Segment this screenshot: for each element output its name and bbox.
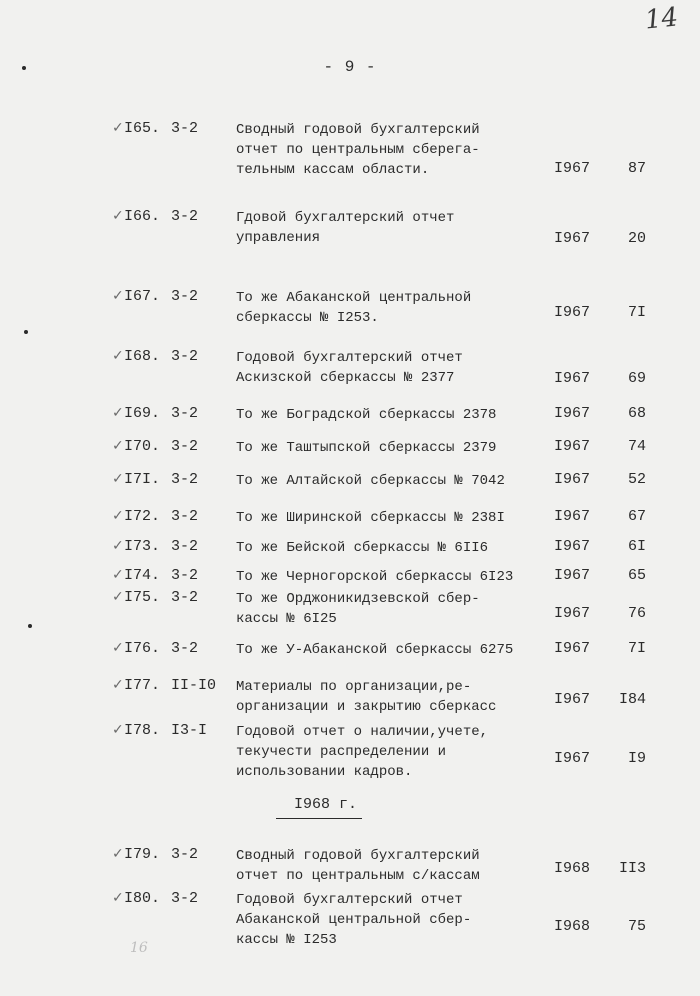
heading-underline: [276, 818, 362, 819]
entry-number: I73.: [124, 538, 161, 555]
ink-speck: [22, 66, 26, 70]
entry-index: 3-2: [171, 508, 199, 525]
entry-title: Гдовой бухгалтерский отчет управления: [236, 210, 455, 246]
entry-page-count: I9: [627, 750, 646, 767]
entry-year: I967: [554, 438, 591, 455]
check-mark-icon: ✓: [112, 589, 124, 605]
check-mark-icon: ✓: [112, 348, 124, 364]
check-mark-icon: ✓: [112, 640, 124, 656]
check-mark-icon: ✓: [112, 508, 124, 524]
entry-year: I967: [554, 567, 591, 584]
check-mark-icon: ✓: [112, 405, 124, 421]
entry-page-count: II3: [618, 860, 646, 877]
entry-number: I65.: [124, 120, 161, 137]
check-mark-icon: ✓: [112, 538, 124, 554]
entry-page-count: 7I: [627, 304, 646, 321]
entry-number: I79.: [124, 846, 161, 863]
entry-year: I967: [554, 605, 591, 622]
entry-title: Годовой бухгалтерский отчет Аскизской сберкассы № 2377: [236, 350, 463, 386]
pencil-mark: 16: [130, 940, 148, 956]
entry-page-count: 20: [627, 230, 646, 247]
entry-page-count: 74: [627, 438, 646, 455]
entry-title: Годовой отчет о наличии,учете, текучести распределении и использовании кадров.: [236, 724, 489, 780]
entry-number: I74.: [124, 567, 161, 584]
entry-number: I68.: [124, 348, 161, 365]
entry-number: I77.: [124, 677, 161, 694]
check-mark-icon: ✓: [112, 722, 124, 738]
entry-page-count: 76: [627, 605, 646, 622]
entry-page-count: 7I: [627, 640, 646, 657]
entry-page-count: 68: [627, 405, 646, 422]
entry-number: I69.: [124, 405, 161, 422]
check-mark-icon: ✓: [112, 567, 124, 583]
entry-number: I72.: [124, 508, 161, 525]
entry-year: I967: [554, 160, 591, 177]
entry-index: II-I0: [171, 677, 217, 694]
entry-page-count: 6I: [627, 538, 646, 555]
entry-title: Сводный годовой бухгалтерский отчет по центральным с/кассам: [236, 848, 480, 884]
entry-index: 3-2: [171, 471, 199, 488]
entry-year: I967: [554, 370, 591, 387]
entry-title: То же Боградской сберкассы 2378: [236, 407, 497, 423]
entry-index: 3-2: [171, 405, 199, 422]
entry-title: То же Абаканской центральной сберкассы № I253.: [236, 290, 472, 326]
entry-number: I80.: [124, 890, 161, 907]
entry-number: I75.: [124, 589, 161, 606]
entry-index: 3-2: [171, 640, 199, 657]
check-mark-icon: ✓: [112, 890, 124, 906]
entry-title: То же Таштыпской сберкассы 2379: [236, 440, 497, 456]
entry-year: I967: [554, 750, 591, 767]
entry-index: 3-2: [171, 208, 199, 225]
entry-page-count: 52: [627, 471, 646, 488]
entry-number: I66.: [124, 208, 161, 225]
entry-title: Годовой бухгалтерский отчет Абаканской центральной сбер- кассы № I253: [236, 892, 472, 948]
entry-title: То же Ширинской сберкассы № 238I: [236, 510, 505, 526]
entry-number: I7I.: [124, 471, 161, 488]
entry-number: I78.: [124, 722, 161, 739]
entry-title: То же Бейской сберкассы № 6II6: [236, 540, 489, 556]
entry-year: I967: [554, 508, 591, 525]
ink-speck: [24, 330, 28, 334]
entry-index: 3-2: [171, 120, 199, 137]
entry-year: I967: [554, 405, 591, 422]
entry-title: Материалы по организации,ре- организации и закрытию сберкасс: [236, 679, 497, 715]
entry-index: I3-I: [171, 722, 208, 739]
entry-year: I967: [554, 538, 591, 555]
entry-title: То же Черногорской сберкассы 6I23: [236, 569, 514, 585]
entry-title: То же Алтайской сберкассы № 7042: [236, 473, 505, 489]
entry-index: 3-2: [171, 589, 199, 606]
entry-index: 3-2: [171, 890, 199, 907]
handwritten-sheet-number: 14: [643, 2, 680, 36]
entry-index: 3-2: [171, 538, 199, 555]
check-mark-icon: ✓: [112, 438, 124, 454]
entry-page-count: 65: [627, 567, 646, 584]
check-mark-icon: ✓: [112, 471, 124, 487]
entry-year: I967: [554, 230, 591, 247]
entry-year: I967: [554, 471, 591, 488]
entry-page-count: 69: [627, 370, 646, 387]
check-mark-icon: ✓: [112, 288, 124, 304]
check-mark-icon: ✓: [112, 846, 124, 862]
entry-index: 3-2: [171, 846, 199, 863]
entry-index: 3-2: [171, 567, 199, 584]
entry-number: I67.: [124, 288, 161, 305]
ink-speck: [28, 624, 32, 628]
section-year-heading: I968 г.: [294, 796, 358, 813]
page-number: - 9 -: [323, 58, 377, 76]
entry-year: I968: [554, 918, 591, 935]
entry-page-count: 67: [627, 508, 646, 525]
entry-index: 3-2: [171, 288, 199, 305]
entry-page-count: I84: [618, 691, 646, 708]
check-mark-icon: ✓: [112, 677, 124, 693]
entry-title: То же У-Абаканской сберкассы 6275: [236, 642, 514, 658]
entry-page-count: 87: [627, 160, 646, 177]
entry-index: 3-2: [171, 348, 199, 365]
check-mark-icon: ✓: [112, 208, 124, 224]
entry-year: I967: [554, 304, 591, 321]
entry-page-count: 75: [627, 918, 646, 935]
entry-title: Сводный годовой бухгалтерский отчет по центральным сберега- тельным кассам области.: [236, 122, 480, 178]
entry-index: 3-2: [171, 438, 199, 455]
entry-year: I968: [554, 860, 591, 877]
entry-number: I76.: [124, 640, 161, 657]
entry-number: I70.: [124, 438, 161, 455]
entry-title: То же Орджоникидзевской сбер- кассы № 6I25: [236, 591, 480, 627]
entry-year: I967: [554, 691, 591, 708]
entry-year: I967: [554, 640, 591, 657]
check-mark-icon: ✓: [112, 120, 124, 136]
